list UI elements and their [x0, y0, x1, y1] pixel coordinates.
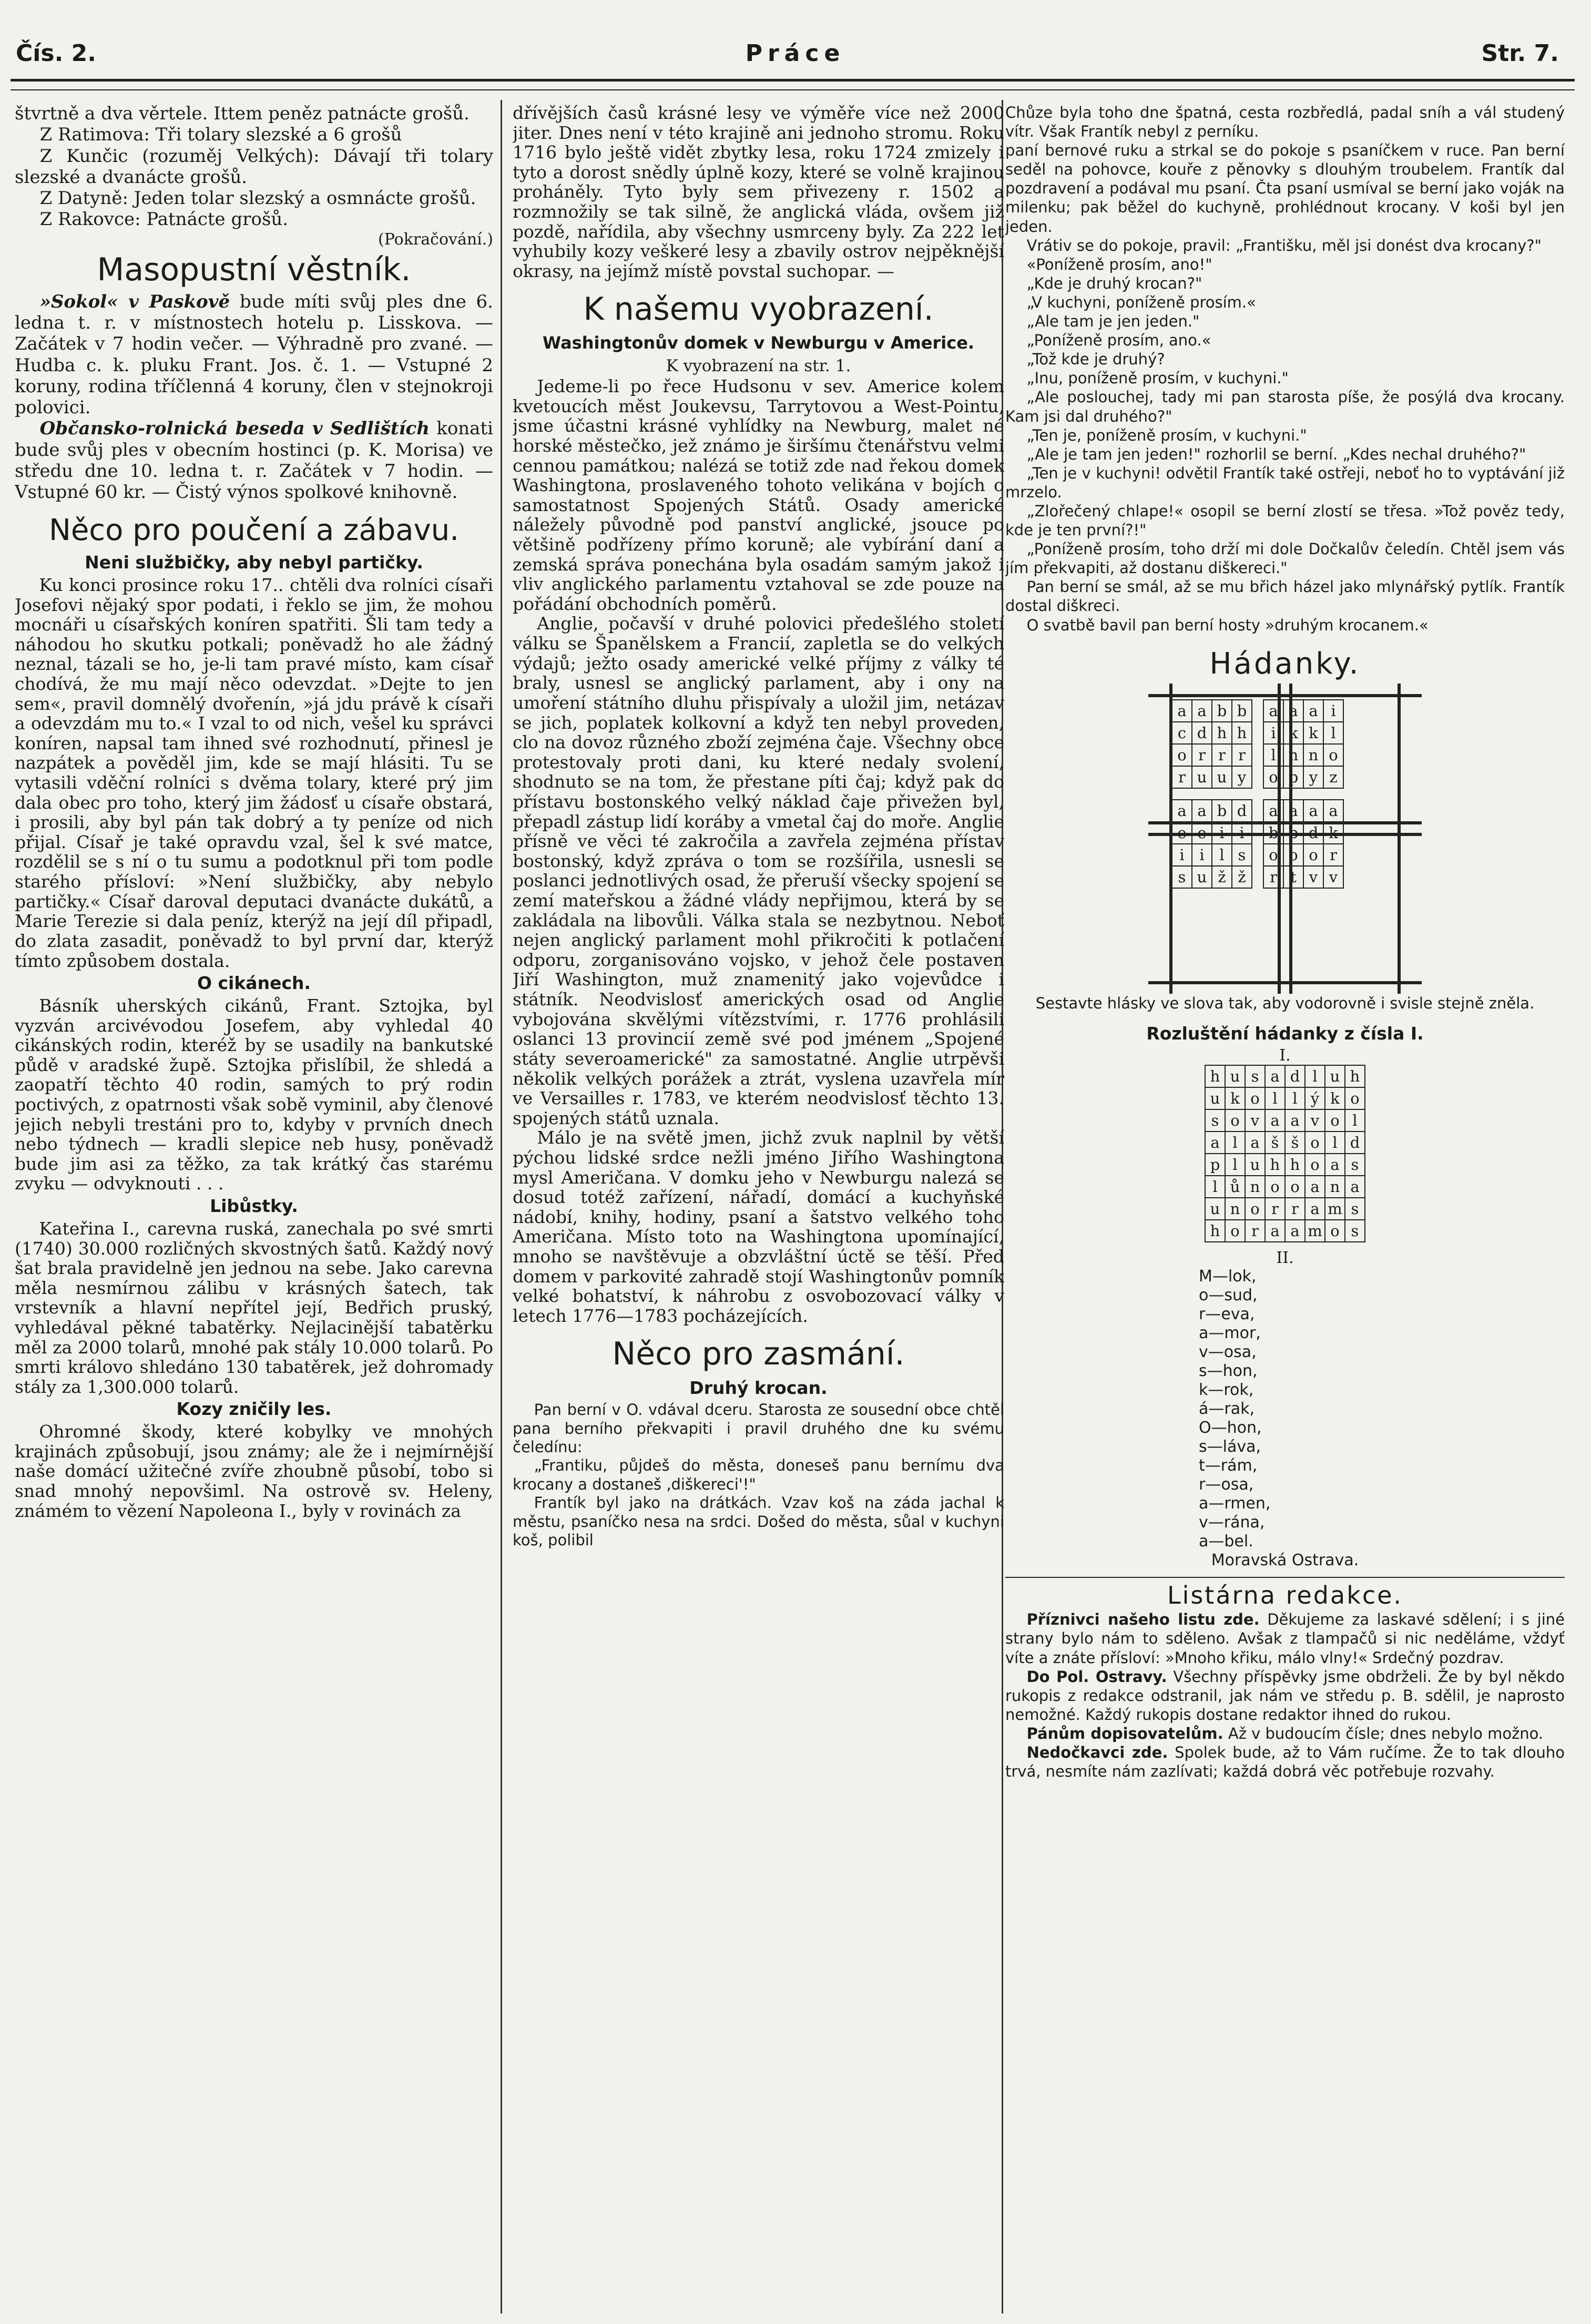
grid-cell: n [1283, 744, 1303, 766]
grid-cell: r [1285, 1198, 1305, 1220]
grid-cell: h [1212, 722, 1232, 744]
dialogue-line: „Poníženě prosím, ano.« [1026, 331, 1211, 350]
newspaper-title: Práce [745, 40, 845, 67]
article-title: Kozy zničily les. [176, 1399, 332, 1420]
editor-reply-recipient: Pánům dopisovatelům. [1026, 1724, 1223, 1742]
grid-cell: ž [1232, 866, 1252, 888]
grid-cell: o [1323, 744, 1343, 766]
grid-gap [1252, 866, 1263, 888]
grid-cell: a [1285, 1109, 1305, 1132]
solution-grid [1205, 1065, 1365, 1242]
grid-cell: m [1305, 1220, 1325, 1242]
grid-gap [1252, 722, 1263, 744]
grid-cell: i [1232, 822, 1252, 844]
grid-cell: b [1212, 800, 1232, 822]
grid-cell: c [1172, 722, 1192, 744]
paragraph: Z Ratimova: Tři tolary slezské a 6 grošů [39, 124, 402, 146]
grid-cell: s [1245, 1065, 1265, 1087]
grid-cell: e [1172, 822, 1192, 844]
editor-reply: Všechny příspěvky jsme obdrželi. Že by byl někdo rukopis z redakce odstranil, jak nám ve středu p. B. sdělil, je naprosto nemožné. Každý rukopis dostane redaktor ihned do rukou. [1005, 1667, 1565, 1724]
grid-cell: a [1323, 800, 1343, 822]
grid-cell: o [1265, 1176, 1285, 1198]
dialogue-line: O svatbě bavil pan berní hosty »druhým krocanem.« [1026, 616, 1429, 634]
solution-word: o—sud, [1199, 1286, 1258, 1305]
grid-cell: l [1345, 1109, 1365, 1132]
club-name: »Sokol« v Paskově [39, 291, 230, 312]
grid-cell: l [1323, 722, 1343, 744]
grid-cell: u [1205, 1198, 1225, 1220]
grid-cell: b [1263, 822, 1283, 844]
grid-cell: o [1245, 1087, 1265, 1109]
grid-cell: m [1325, 1198, 1345, 1220]
grid-cell: š [1265, 1132, 1285, 1154]
grid-cell: k [1325, 1087, 1345, 1109]
grid-row [1172, 822, 1343, 844]
grid-cell: i [1323, 700, 1343, 722]
grid-cell: a [1205, 1132, 1225, 1154]
page-number: Str. 7. [1481, 40, 1559, 67]
article-text: Jedeme-li po řece Hudsonu v sev. Americe kolem kvetoucích měst Joukevsu, Tarrytovou a West-Pointu, jsme účastni krásné vyhlídky na Newburg, malet né horské městečko, jež známo je širšímu čtenářstvu velmi cennou památkou; nalézá se totiž zde nad řekou domek Washingtona, proslaveného tohoto velikána v bojích o samostatnost Spojených Států. Osady americké náležely původně pod panství anglické, jsouce po většině podřízeny přímo koruně; ale vybírání daní a zemská správa ponechána byla osadám samým jakož i vliv anglického parlamentu vztahoval se zde pouze na pořádání obchodních poměrů. [513, 376, 1004, 614]
grid-cell: a [1263, 800, 1283, 822]
solution-word: r—eva, [1199, 1305, 1255, 1324]
grid-cell: p [1205, 1154, 1225, 1176]
solution-word: a—mor, [1199, 1324, 1261, 1343]
grid-cell: i [1192, 844, 1212, 866]
grid-cell: o [1345, 1087, 1365, 1109]
grid-cell: s [1345, 1198, 1365, 1220]
grid-cell: o [1303, 844, 1323, 866]
article-text: Básník uherských cikánů, Frant. Sztojka, byl vyzván arcivévodou Josefem, aby vyhledal 40 cikánských rodin, kteréž by se usadily na bankutské půdě v aradské župě. Sztojka přislíbil, že shledá a zaopatří těchto 40 rodin, samých to prý rodin poctivých, z opatrnosti však sobě vyminil, aby členové jejich nebyli trestáni pro to, kdyby v prvních dnech nebo týdnech — kradli slepice neb husy, poněvadž bude jim asi za těžko, za tak krátký čas starému zvyku — odvyknouti . . . [15, 995, 493, 1194]
grid-cell: o [1325, 1109, 1345, 1132]
grid-cell: y [1303, 766, 1323, 788]
editor-reply: Spolek bude, až to Vám ručíme. Že to tak dlouho trvá, nesmíte nám zazlívati; každá dobrá věc potřebuje rozvahy. [1005, 1744, 1565, 1781]
solution-word: s—láva, [1199, 1438, 1261, 1456]
grid-cell: e [1192, 822, 1212, 844]
dialogue-line: „Ale je tam jen jeden!" rozhorlil se berní. „Kdes nechal druhého?" [1026, 445, 1526, 463]
dialogue-line: „Ale tam je jen jeden." [1026, 312, 1200, 331]
solution-word: a—bel. [1199, 1532, 1253, 1551]
grid-cell: a [1303, 800, 1323, 822]
dialogue-line: Pan berní se smál, až se mu břich házel jako mlynářský pytlík. Frantík dostal diškreci. [1005, 578, 1565, 615]
grid-cell: n [1225, 1198, 1245, 1220]
puzzle-grid [1171, 699, 1344, 889]
dialogue-line: „Poníženě prosím, toho drží mi dole Dočkalův čeledín. Chtěl jsem vás jím překvapiti, až dostanu diškereci." [1005, 540, 1565, 577]
grid-row [1205, 1154, 1365, 1176]
grid-gap [1252, 744, 1263, 766]
grid-cell: v [1303, 866, 1323, 888]
story-text: Chůze byla toho dne špatná, cesta rozbředlá, padal sníh a vál studený vítr. Však Frantík nebyl z perníku. [1005, 104, 1565, 141]
solution-word: v—rána, [1199, 1513, 1265, 1532]
grid-cell: o [1225, 1109, 1245, 1132]
section-heading: Něco pro poučení a zábavu. [48, 513, 460, 547]
grid-gap-row [1172, 788, 1343, 800]
grid-cell: y [1232, 766, 1252, 788]
header-rule [11, 79, 1575, 81]
grid-cell: v [1323, 866, 1343, 888]
grid-cell: o [1283, 844, 1303, 866]
grid-cell: l [1225, 1154, 1245, 1176]
solution-word: a—rmen, [1199, 1494, 1271, 1513]
story-text: „Frantiku, půjdeš do města, doneseš panu bernímu dva krocany a dostaneš ‚diškereci'!" [513, 1456, 1004, 1493]
article-title: Neni službičky, aby nebyl partičky. [85, 552, 423, 573]
article-title: Libůstky. [210, 1196, 298, 1217]
dialogue-line: Vrátiv se do pokoje, pravil: „Františku, měl jsi donést dva krocany?" [1026, 236, 1542, 254]
dialogue-line: «Poníženě prosím, ano!" [1026, 255, 1212, 273]
column-left [15, 103, 493, 2311]
solution-word: á—rak, [1199, 1400, 1255, 1419]
grid-row [1172, 866, 1343, 888]
story-text: Frantík byl jako na drátkách. Vzav koš na záda jachal k městu, psaníčko nesa na srdci. Došed do města, sůal v kuchyni koš, polibil [513, 1494, 1004, 1549]
grid-cell: h [1345, 1065, 1365, 1087]
grid-cell: a [1283, 700, 1303, 722]
grid-cell: o [1225, 1220, 1245, 1242]
grid-cell: l [1212, 844, 1232, 866]
grid-cell: l [1265, 1087, 1285, 1109]
article-text: Ohromné škody, které kobylky ve mnohých krajinách způsobují, jsou známy; ale že i nejmírnější naše domácí užitečné zvíře zhoubně působí, tobo si snad mnohý nepovšiml. Na ostrově sv. Heleny, známém to vězení Napoleona I., byly v rovinách za [15, 1421, 493, 1521]
editor-reply: Až v budoucím čísle; dnes nebylo možno. [1223, 1724, 1544, 1742]
article-text: Ku konci prosince roku 17.. chtěli dva rolníci císaři Josefovi nějaký spor podati, i řeklo se jim, že mohou mocnáři u císařských koníren spatřiti. Šli tam tedy a náhodou ho skutku potkali; poněvadž ho ale žádný neznal, tázali se ho, je-li tam pravé místo, kam císař chodívá, že mu mají něco odevzdat. »Dejte to jen sem«, pravil domnělý dvořenín, »já jdu právě k císaři a odevzdám mu to.« I vzal to od nich, vešel ku správci koníren, napsal tam ihned své rozhodnutí, přinesl je nazpátek a pověděl jim, kde se mají hlásiti. Tu se vytasili vděční rolníci s dvěma tolary, které prý jim dala obec pro toho, který jim žádosť u císaře obstará, i prosili, aby byl pán tak dobrý a ty peníze od nich přijal. Císař je také opravdu vzal, šel k své matce, rozdělil se s ní o tu sumu a podotknul při tom podle starého přísloví: »Není službičky, aby nebylo partičky.« Císař daroval deputaci dvanácte dukátů, a Marie Terezie si dala peníz, kterýž na její díl připadl, do zlata zasadit, poněvadž to byl první dar, kterýž tímto způsobem dostala. [15, 574, 493, 971]
grid-cell: a [1192, 700, 1212, 722]
section-heading: Něco pro zasmání. [612, 1336, 905, 1373]
grid-cell: o [1245, 1198, 1265, 1220]
grid-cell: l [1263, 744, 1283, 766]
section-heading: Masopustní věstník. [97, 251, 411, 288]
dialogue-line: „Zlořečený chlape!« osopil se berní zlostí se třesa. »Tož pověz tedy, kde je ten první?!" [1005, 502, 1565, 539]
grid-row [1205, 1087, 1365, 1109]
puzzle-instructions: Sestavte hlásky ve slova tak, aby vodorovně i svisle stejně zněla. [1035, 994, 1535, 1013]
column-middle [513, 103, 1004, 2311]
grid-cell: u [1205, 1087, 1225, 1109]
grid-cell: b [1283, 822, 1303, 844]
grid-cell: l [1225, 1132, 1245, 1154]
grid-cell: z [1323, 766, 1343, 788]
editor-reply-recipient: Příznivci našeho listu zde. [1026, 1611, 1260, 1629]
column-divider [501, 100, 502, 2313]
grid-cell: r [1323, 844, 1343, 866]
solution-word: t—rám, [1199, 1456, 1258, 1475]
grid-cell: h [1265, 1154, 1285, 1176]
grid-row [1205, 1109, 1365, 1132]
grid-cell: u [1245, 1154, 1265, 1176]
article-text: dřívějších časů krásné lesy ve výměře více než 2000 jiter. Dnes není v této krajině ani jednoho stromu. Roku 1716 bylo ještě vidět zbytky lesa, roku 1724 zmizely i tyto a dorost snědly úplně kozy, které se volně krajinou proháněly. Tyto byly sem přivezeny r. 1502 a rozmnožily se tak silně, že anglická vláda, ovšem již pozdě, nařídila, aby všechny usmrceny byly. Za 222 let vyhubily kozy veškeré lesy a zbavily ostrov nejpěknější okrasy, na jejímž místě povstal suchopar. — [513, 103, 1004, 281]
grid-cell: a [1172, 700, 1192, 722]
grid-cell: h [1232, 722, 1252, 744]
solution-label: I. [1279, 1046, 1291, 1065]
dialogue-line: „Kde je druhý krocan?" [1026, 274, 1202, 292]
grid-row [1172, 722, 1343, 744]
dialogue-line: „Ale poslouchej, tady mi pan starosta píše, že posýlá dva krocany. Kam jsi dal druhého?" [1005, 388, 1565, 425]
grid-cell: a [1172, 800, 1192, 822]
column-right [1005, 103, 1565, 2311]
grid-cell: u [1325, 1065, 1345, 1087]
grid-cell: ý [1305, 1087, 1325, 1109]
grid-row [1205, 1220, 1365, 1242]
club-name: Občansko-rolnická beseda v Sedlištích [39, 418, 430, 440]
grid-cell: h [1205, 1065, 1225, 1087]
grid-cell: l [1285, 1087, 1305, 1109]
article-text: Málo je na světě jmen, jichž zvuk naplnil by větší pýchou lidské srdce nežli jméno Jiřího Washingtona mysl Američana. V domku jeho v Newburgu nalezá se dosud totéž zařízení, nářadí, domácí a kuchyňské nádobí, knihy, hodiny, psaní a šatstvo velkého toho Američana. Místo toto na Washingtona upomínající, mnoho se navštěvuje a obzvláštní úctě se těší. Před domem v parkovité zahradě stojí Washingtonův pomník velké bohatství, k náhrobu z osvobozovací války v letech 1776—1783 pocházejících. [513, 1127, 1004, 1326]
issue-number: Čís. 2. [16, 40, 96, 67]
article-title: O cikánech. [197, 973, 311, 994]
grid-cell: š [1285, 1132, 1305, 1154]
grid-cell: o [1325, 1220, 1345, 1242]
grid-row [1172, 766, 1343, 788]
grid-cell: r [1245, 1220, 1265, 1242]
grid-cell: d [1303, 822, 1323, 844]
grid-cell: o [1172, 744, 1192, 766]
grid-gap [1252, 766, 1263, 788]
story-text: paní bernové ruku a strkal se do pokoje s psaníčkem v ruce. Pan berní seděl na pohovce, kouře z pěnovky s dlouhým troubelem. Frantík dal pozdravení a podával mu psaní. Čta psaní usmíval se berní jako voják na milenku; pak běžel do kuchyně, prohlédnout krocany. V koši byl jen jeden. [1005, 141, 1565, 236]
solution-word: v—osa, [1199, 1343, 1257, 1362]
dialogue-line: „Tož kde je druhý? [1026, 350, 1165, 369]
grid-cell: u [1212, 766, 1232, 788]
puzzle-grid-frame [1148, 684, 1422, 994]
grid-cell: o [1263, 844, 1283, 866]
grid-cell: o [1285, 1176, 1305, 1198]
solution-word-list [1005, 1267, 1565, 1551]
grid-cell: b [1212, 700, 1232, 722]
solution-author: Moravská Ostrava. [1211, 1551, 1359, 1570]
grid-cell: s [1345, 1154, 1365, 1176]
editor-reply-recipient: Nedočkavci zde. [1026, 1744, 1168, 1761]
grid-cell: a [1305, 1176, 1325, 1198]
grid-cell: l [1305, 1065, 1325, 1087]
solution-label: II. [1276, 1249, 1294, 1268]
grid-cell: h [1285, 1154, 1305, 1176]
solution-word: r—osa, [1199, 1475, 1254, 1494]
grid-row [1205, 1065, 1365, 1087]
grid-cell: a [1245, 1132, 1265, 1154]
article-title: Washingtonův domek v Newburgu v Americe. [542, 333, 975, 353]
solution-word: O—hon, [1199, 1419, 1262, 1438]
dialogue-line: „V kuchyni, poníženě prosím.« [1026, 293, 1256, 311]
article-text: Anglie, počavší v druhé polovici předešlého století válku se Španělskem a Francií, zapletla se do velkých výdajů; ježto osady americké velké příjmy z války té braly, usnesl se anglický parlament, aby i ony na umoření státního dluhu přispívaly a uložil jim, netázav se jich, poplatek kolkovní a když ten nebyl proveden, clo na dovoz různého zboží zejména čaje. Všechny obce protestovaly proti dani, ku které nedaly svolení, shodnuto se na tom, že přestane píti čaj; když pak do přístavu bostonského velký náklad čaje přivežen byl, přepadl zástup lidí koráby a vmetal čaj do moře. Anglie přísně ve věci té zakročila a zavřela zejména přístav bostonský, když zpráva o tom se rozšířila, usnesli se poslanci jednotlivých osad, že přeruší všecky spojení se zemí mateřskou a žádné vlády nepřijmou, která by se zakládala na libovůli. Válka stala se nezbytnou. Neboť nejen anglický parlament mohl přikročiti k potlačení odporu, zorganisováno vojsko, v jehož čele postaven Jiří Washington, muž znamenitý jako vojevůdce i státník. Neodvislosť amerických osad od Anglie vybojována skvělými vítězstvími, r. 1776 prohlásili oslanci 13 provincií země své pod jménem „Spojené státy severoamerické" za samostatné. Anglie utrpěvši několik velkých porážek a ztrát, vyslena uzavřela mír ve Versailles r. 1783, ve kterém neodvislosť těchto 13. spojených států uznala. [513, 613, 1004, 1128]
grid-cell: b [1232, 700, 1252, 722]
solution-word: M—lok, [1199, 1267, 1257, 1286]
grid-row [1205, 1198, 1365, 1220]
grid-gap [1252, 844, 1263, 866]
grid-cell: d [1285, 1065, 1305, 1087]
notice-text: bude míti svůj ples dne 6. ledna t. r. v místnostech hotelu p. Lisskova. — Začátek v 7 hodin večer. — Výhradně pro zvané. — Hudba c. k. pluku Frant. Jos. č. 1. — Vstupné 2 koruny, rodina tříčlenná 4 koruny, člen v stejnokroji polovici. [15, 291, 493, 419]
grid-cell: s [1205, 1109, 1225, 1132]
solution-word: k—rok, [1199, 1381, 1254, 1400]
grid-cell: k [1323, 822, 1343, 844]
grid-cell: r [1265, 1198, 1285, 1220]
solution-word: s—hon, [1199, 1362, 1258, 1381]
grid-cell: r [1212, 744, 1232, 766]
grid-cell: s [1232, 844, 1252, 866]
grid-cell: u [1225, 1065, 1245, 1087]
grid-cell: s [1172, 866, 1192, 888]
continuation-note: (Pokračování.) [378, 230, 493, 249]
grid-cell: ž [1212, 866, 1232, 888]
grid-cell: a [1283, 800, 1303, 822]
page-header [16, 40, 1575, 77]
grid-cell: v [1245, 1109, 1265, 1132]
dialogue-line: „Ten je, poníženě prosím, v kuchyni." [1026, 426, 1307, 444]
grid-row [1172, 800, 1343, 822]
grid-cell: n [1245, 1176, 1265, 1198]
section-heading: Hádanky. [1209, 646, 1361, 681]
grid-cell: a [1325, 1154, 1345, 1176]
grid-cell: d [1232, 800, 1252, 822]
section-heading: K našemu vyobrazení. [583, 291, 934, 328]
grid-cell: l [1325, 1132, 1345, 1154]
grid-cell: u [1192, 766, 1212, 788]
paragraph: štvrtně a dva věrtele. Ittem peněz patnácte grošů. [15, 103, 470, 124]
grid-cell: n [1303, 744, 1323, 766]
article-text: Kateřina I., carevna ruská, zanechala po své smrti (1740) 30.000 rozličných skvostných šatů. Každý nový šat brala pravidelně jen jednou na sebe. Jako carevna měla nesmírnou zálibu v krásných šatech, tak vrstevník a hlavní nepřítel její, Bedřich pruský, vyhledával pěkné tabatěrky. Nejlacinější tabatěrku měl za 2000 tolarů, mnohé pak stály 10.000 tolarů. Po smrti královo shledáno 130 tabatěrek, jež dohromady stály za 1,300.000 tolarů. [15, 1218, 493, 1397]
grid-cell: r [1172, 766, 1192, 788]
grid-cell: s [1345, 1220, 1365, 1242]
notice-text: konati bude svůj ples v obecním hostinci (p. K. Morisa) ve středu dne 10. ledna t. r. Začátek v 7 hodin. — Vstupné 60 kr. — Čistý výnos spolkové knihovně. [15, 418, 493, 503]
article-title: Rozluštění hádanky z čísla I. [1146, 1023, 1424, 1044]
grid-row [1205, 1132, 1365, 1154]
grid-cell: p [1283, 766, 1303, 788]
paragraph: Z Kunčic (rozuměj Velkých): Dávají tři tolary slezské a dvanácte grošů. [15, 145, 493, 188]
grid-cell: a [1345, 1176, 1365, 1198]
grid-cell: r [1263, 866, 1283, 888]
editor-reply: Děkujeme za laskavé sdělení; i s jiné strany bylo nám to sděleno. Avšak z tlampačů si nic neděláme, vždyť víte a znáte přísloví: »Mnoho křiku, málo vlny!« Srdečný pozdrav. [1005, 1611, 1565, 1667]
grid-cell: o [1263, 766, 1283, 788]
grid-cell: a [1305, 1198, 1325, 1220]
grid-cell: i [1212, 822, 1232, 844]
grid-gap [1252, 700, 1263, 722]
article-subtitle: K vyobrazení na str. 1. [666, 356, 851, 375]
grid-cell: a [1265, 1220, 1285, 1242]
grid-row [1205, 1176, 1365, 1198]
dialogue-line: „Inu, poníženě prosím, v kuchyni." [1026, 369, 1289, 388]
grid-cell: o [1305, 1154, 1325, 1176]
grid-cell: k [1225, 1087, 1245, 1109]
grid-cell: v [1305, 1109, 1325, 1132]
grid-cell: d [1192, 722, 1212, 744]
grid-cell: a [1263, 700, 1283, 722]
editor-reply-recipient: Do Pol. Ostravy. [1026, 1667, 1167, 1686]
grid-cell: ů [1225, 1176, 1245, 1198]
section-heading: Listárna redakce. [1167, 1581, 1403, 1610]
grid-cell: a [1265, 1109, 1285, 1132]
grid-cell: r [1232, 744, 1252, 766]
grid-cell: a [1285, 1220, 1305, 1242]
grid-cell: l [1205, 1176, 1225, 1198]
grid-cell: a [1303, 700, 1323, 722]
grid-cell: n [1325, 1176, 1345, 1198]
paragraph: Z Datyně: Jeden tolar slezský a osmnácte grošů. [39, 188, 476, 209]
grid-cell: r [1192, 744, 1212, 766]
grid-cell: a [1265, 1065, 1285, 1087]
grid-row [1172, 744, 1343, 766]
grid-cell: t [1283, 866, 1303, 888]
grid-row [1172, 700, 1343, 722]
grid-gap [1252, 800, 1263, 822]
grid-cell: i [1263, 722, 1283, 744]
paragraph: Z Rakovce: Patnácte grošů. [39, 209, 289, 230]
grid-cell: u [1192, 866, 1212, 888]
grid-cell: o [1305, 1132, 1325, 1154]
article-title: Druhý krocan. [689, 1378, 828, 1399]
grid-cell: h [1205, 1220, 1225, 1242]
header-rule-thin [11, 89, 1575, 90]
story-text: Pan berní v O. vdával dceru. Starosta ze sousední obce chtěl pana berního překvapiti i pravil druhého dne ku svému čeledínu: [513, 1401, 1004, 1456]
grid-cell: i [1172, 844, 1192, 866]
dialogue-line: „Ten je v kuchyni! odvětil Frantík také ostřeji, neboť ho to vyptávání již mrzelo. [1005, 464, 1565, 501]
grid-row [1172, 844, 1343, 866]
grid-cell: a [1192, 800, 1212, 822]
grid-cell: d [1345, 1132, 1365, 1154]
grid-gap [1252, 822, 1263, 844]
grid-cell: k [1283, 722, 1303, 744]
grid-cell: k [1303, 722, 1323, 744]
